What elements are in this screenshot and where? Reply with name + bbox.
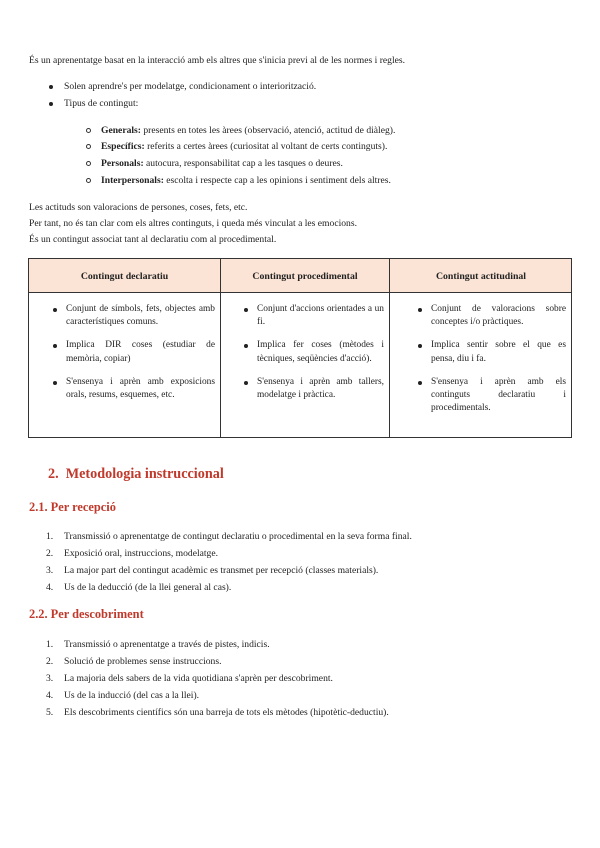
bullet-dot <box>418 308 422 312</box>
bullet-dot <box>49 102 53 106</box>
paragraph: Per tant, no és tan clar com els altres continguts, i queda més vinculat a les emocions. <box>29 218 357 229</box>
paragraph: És un contingut associat tant al declaratiu com al procedimental. <box>29 234 277 245</box>
circle-bullet <box>86 128 91 133</box>
content-types-table <box>28 258 572 438</box>
circle-bullet <box>86 144 91 149</box>
paragraph: Les actituds son valoracions de persones, coses, fets, etc. <box>29 202 248 213</box>
bullet-dot <box>49 85 53 89</box>
bullet-dot <box>244 308 248 312</box>
document-page: És un aprenentatge basat en la interacció amb els altres que s'inicia previ al de les normes i regles. Solen aprendre's per modelatge, condicionament o interiorització. Tipus de contingut: Generals: presents en totes les àrees (observació, atenció, actitud de diàleg). Específics: referits a certes àrees (curiositat al voltant de certs continguts). Personals: autocura, responsabilitat cap a les tasques o deures. Interpersonals: escolta i respecte cap a les opinions i sentiment dels altres. Les actituds son valoracions de persones, coses, fets, etc. Per tant, no és tan clar com els altres continguts, i queda més vinculat a les emocions. És un contingut associat tant al declaratiu com al procedimental. Contingut declaratiu Contingut procedimental Contingut actitudinal Conjunt de símbols, fets, objectes amb característiques comuns. Implica DIR coses (estudiar de memòria, copiar) S'ensenya i aprèn amb exposicions orals, resums, esquemes, etc. Conjunt d'accions orientades a un fi. Implica fer coses (mètodes i tècniques, seqüències d'acció). S'ensenya i aprèn amb tallers, modelatge i pràctica. Conjunt de valoracions sobre conceptes i/o pràctiques. Implica sentir sobre el que es pensa, diu i fa. S'ensenya i aprèn amb els continguts declaratiu i procedimentals. 2. Metodologia instruccional 2.1. Per recepció 1. Transmissió o aprenentatge de contingut declaratiu o procedimental en la seva forma final. 2. Exposició oral, instruccions, modelatge. 3. La major part del contingut acadèmic es transmet per recepció (classes materials). 4. Us de la deducció (de la llei general al cas). 2.2. Per descobriment 1. Transmissió o aprenentatge a través de pistes, indicis. 2. Solució de problemes sense instruccions. 3. La majoria dels sabers de la vida quotidiana s'aprèn per descobriment. 4. Us de la inducció (del cas a la llei). 5. Els descobriments científics són una barreja de tots els mètodes (hipotètic-deductiu). <box>0 0 600 848</box>
table-cell-item: Conjunt de valoracions sobre conceptes i/o pràctiques. <box>414 303 566 329</box>
table-cell-item: Implica fer coses (mètodes i tècniques, seqüències d'acció). <box>240 339 384 365</box>
table-cell-item: Implica sentir sobre el que es pensa, diu i fa. <box>414 339 566 365</box>
bullet-dot <box>244 381 248 385</box>
intro-paragraph: És un aprenentatge basat en la interacció amb els altres que s'inicia previ al de les normes i regles. <box>29 55 406 66</box>
bullet-dot <box>53 308 57 312</box>
table-cell-item: S'ensenya i aprèn amb tallers, modelatge i pràctica. <box>240 376 384 402</box>
table-header-attitudinal: Contingut actitudinal <box>435 270 527 282</box>
table-header-procedural: Contingut procedimental <box>252 270 358 282</box>
bullet-dot <box>53 344 57 348</box>
table-cell-item: Conjunt de símbols, fets, objectes amb característiques comuns. <box>49 303 215 329</box>
bullet-dot <box>418 344 422 348</box>
table-cell-item: S'ensenya i aprèn amb exposicions orals, resums, esquemes, etc. <box>49 376 215 402</box>
subsection-heading: 2.2. Per descobriment <box>29 607 144 621</box>
subsection-heading: 2.1. Per recepció <box>29 500 116 514</box>
section-heading: 2. Metodologia instruccional <box>48 466 224 482</box>
table-column-procedural <box>240 303 384 412</box>
circle-bullet <box>86 178 91 183</box>
table-column-attitudinal <box>414 303 566 425</box>
table-cell-item: Implica DIR coses (estudiar de memòria, copiar) <box>49 339 215 365</box>
bullet-dot <box>53 381 57 385</box>
circle-bullet <box>86 161 91 166</box>
table-cell-item: S'ensenya i aprèn amb els continguts declaratiu i procedimentals. <box>414 376 566 416</box>
table-header-declarative: Contingut declaratiu <box>80 270 169 282</box>
bullet-dot <box>418 381 422 385</box>
table-cell-item: Conjunt d'accions orientades a un fi. <box>240 303 384 329</box>
table-column-declarative <box>49 303 215 412</box>
bullet-dot <box>244 344 248 348</box>
